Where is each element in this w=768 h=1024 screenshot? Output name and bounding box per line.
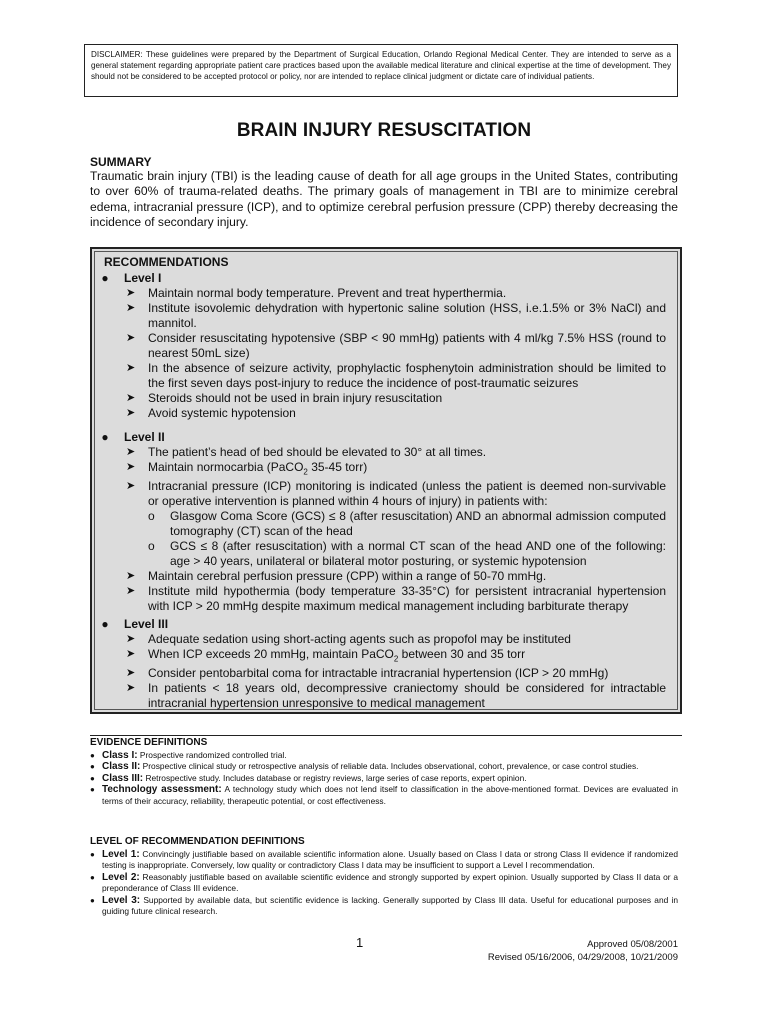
bullet-icon: ● [90,773,95,783]
list-item: ➤ In patients < 18 years old, decompressive craniectomy should be considered for intractable intracranial hypertension unresponsive to medical management [126,681,666,711]
icp-criteria-list [148,509,666,569]
recommendations-heading: RECOMMENDATIONS [104,255,229,269]
list-item: ➤ Institute mild hypothermia (body temperature 33-35°C) for persistent intracranial hypertension with ICP > 20 mmHg despite maximum medical management including barbiturate therapy [126,584,666,614]
list-item: ➤ Consider resuscitating hypotensive (SBP < 90 mmHg) patients with 4 ml/kg 7.5% HSS (round to nearest 50mL size) [126,331,666,360]
arrow-bullet-icon: ➤ [126,648,136,660]
list-item: ➤ Steroids should not be used in brain injury resuscitation [126,391,443,405]
definition-item: ● Level 3: Supported by available data, but scientific evidence is lacking. Generally supported by Class III data. Useful for educational purposes and in guiding future clinical research. [90,894,678,917]
revision-info [488,938,678,964]
sub-list-item: o Glasgow Coma Score (GCS) ≤ 8 (after resuscitation) AND an abnormal admission computed tomography (CT) scan of the head [148,509,666,539]
arrow-bullet-icon: ➤ [126,332,136,344]
page-title: BRAIN INJURY RESUSCITATION [236,120,532,141]
circle-bullet-icon: o [148,539,155,554]
arrow-bullet-icon: ➤ [126,287,136,299]
bullet-icon: ● [90,785,95,795]
disclaimer-box: DISCLAIMER: These guidelines were prepared by the Department of Surgical Education, Orlando Regional Medical Center. They are intended to serve as a general statement regarding appropriate patient care practices based upon the available medical literature and clinical expertise at the time of development. They should not be considered to be accepted protocol or policy, nor are intended to replace clinical judgment or dictate care of individual patients. [84,44,678,97]
summary-heading: SUMMARY [90,155,152,169]
definition-item: ● Class I: Prospective randomized controlled trial. [90,750,287,761]
approved-date: Approved 05/08/2001 [587,939,678,950]
level-1-list [126,286,666,421]
arrow-bullet-icon: ➤ [126,446,136,458]
definition-item: ● Class II: Prospective clinical study or retrospective analysis of reliable data. Includes observational, cohort, prevalence, or case control studies. [90,761,639,773]
list-item: ➤ When ICP exceeds 20 mmHg, maintain PaCO$_2$ between 30 and 35 torr [126,647,526,664]
arrow-bullet-icon: ➤ [126,302,136,314]
arrow-bullet-icon: ➤ [126,407,136,419]
definition-item: ● Level 2: Reasonably justifiable based on available scientific evidence and strongly supported by expert opinion. Usually supported by Class II data or a preponderance of Class III evidence. [90,871,678,894]
arrow-bullet-icon: ➤ [126,392,136,404]
list-item: ➤ Maintain normocarbia (PaCO$_2$ 35-45 torr) [126,460,368,477]
summary-text: Traumatic brain injury (TBI) is the leading cause of death for all age groups in the United States, contributing to over 60% of trauma-related deaths. The primary goals of management in TBI are to minimize cerebral edema, intracranial pressure (ICP), and to optimize cerebral perfusion pressure (CPP) thereby decreasing the incidence of secondary injury. [90,169,678,229]
level-3-list [126,632,666,711]
arrow-bullet-icon: ➤ [126,461,136,473]
list-item: ➤ Consider pentobarbital coma for intractable intracranial hypertension (ICP > 20 mmHg) [126,666,609,681]
arrow-bullet-icon: ➤ [126,570,136,583]
evidence-definitions-list [90,750,678,807]
list-item: ➤ Intracranial pressure (ICP) monitoring is indicated (unless the patient is deemed non-survivable or operative intervention is planned within 4 hours of injury) in patients with: o Glasgow Coma Score (GCS) ≤ 8 (after resuscitation) AND an abnormal admission computed tomography (CT) scan of the head o GCS ≤ 8 (after resuscitation) with a normal CT scan of the head AND one of the following: age > 40 years, unilateral or bilateral motor posturing, or systemic hypotension [126,479,666,569]
bullet-icon: ● [90,872,95,882]
definition-item: ● Technology assessment: A technology study which does not lend itself to classification in the above-mentioned format. Devices are evaluated in terms of their accuracy, reliability, therapeutic potential, or cost effectiveness. [90,784,678,806]
recommendations-box [90,247,682,714]
level-2-list [126,445,666,614]
definition-item: ● Class III: Retrospective study. Includes database or registry reviews, large series of case reports, expert opinion. [90,772,527,784]
list-item: ➤ Adequate sedation using short-acting agents such as propofol may be instituted [126,632,571,646]
list-item: ➤ Avoid systemic hypotension [126,406,296,420]
arrow-bullet-icon: ➤ [126,585,136,598]
arrow-bullet-icon: ➤ [126,682,136,695]
bullet-icon: ● [90,751,95,760]
level-definitions-heading: LEVEL OF RECOMMENDATION DEFINITIONS [90,836,305,847]
bullet-icon: ● [90,895,95,905]
arrow-bullet-icon: ➤ [126,667,136,680]
evidence-definitions-heading: EVIDENCE DEFINITIONS [90,737,208,748]
list-item: ➤ Maintain normal body temperature. Prevent and treat hyperthermia. [126,286,507,300]
bullet-icon: ● [90,762,95,772]
level-1-heading: ● Level I [98,271,162,285]
revised-dates: Revised 05/16/2006, 04/29/2008, 10/21/2009 [487,952,678,963]
list-item: ➤ In the absence of seizure activity, prophylactic fosphenytoin administration should be limited to the first seven days post-injury to reduce the incidence of post-traumatic seizures [126,361,666,390]
circle-bullet-icon: o [148,509,155,524]
sub-list-item: o GCS ≤ 8 (after resuscitation) with a normal CT scan of the head AND one of the following: age > 40 years, unilateral or bilateral motor posturing, or systemic hypotension [148,539,666,569]
level-definitions-list [90,849,678,917]
arrow-bullet-icon: ➤ [126,480,136,493]
level-3-heading: ● Level III [98,617,169,631]
page-number: 1 [356,935,364,950]
list-item: ➤ The patient’s head of bed should be elevated to 30° at all times. [126,445,487,459]
definition-item: ● Level 1: Convincingly justifiable based on available scientific information alone. Usually based on Class I data or strong Class II evidence if randomized testing is inappropriate. Conversely, low quality or contradictory Class I data may be insufficient to support a Level I recommendation. [90,849,678,871]
bullet-icon: ● [90,850,95,859]
arrow-bullet-icon: ➤ [126,362,136,374]
section-divider [90,735,682,736]
list-item: ➤ Institute isovolemic dehydration with hypertonic saline solution (HSS, i.e.1.5% or 3% NaCl) and mannitol. [126,301,666,330]
arrow-bullet-icon: ➤ [126,633,136,645]
list-item: ➤ Maintain cerebral perfusion pressure (CPP) within a range of 50-70 mmHg. [126,569,547,584]
level-2-heading: ● Level II [98,430,165,444]
